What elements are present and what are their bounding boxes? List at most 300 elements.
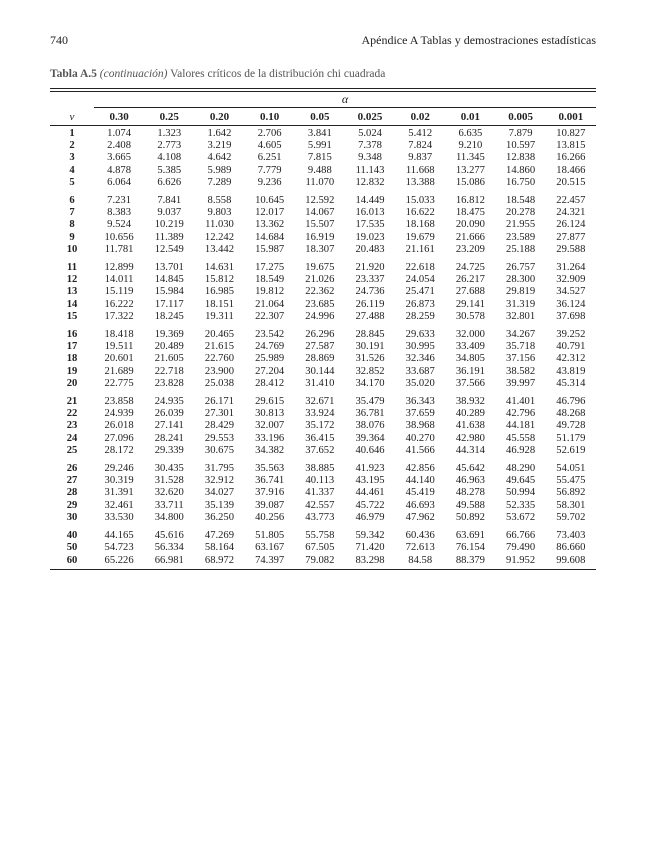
critical-value-cell: 13.701 (154, 262, 184, 274)
degrees-of-freedom-cell: 20 (66, 377, 78, 389)
critical-value-cell: 14.845 (154, 274, 184, 286)
critical-value-cell: 32.000 (455, 329, 485, 341)
critical-value-cell: 14.684 (255, 231, 285, 243)
critical-value-cell: 21.920 (355, 262, 385, 274)
critical-value-cell: 29.819 (506, 286, 536, 298)
critical-value-cell: 1.642 (207, 128, 232, 139)
critical-value-cell: 19.511 (104, 341, 134, 353)
critical-value-cell: 27.141 (154, 420, 184, 432)
critical-value-cell: 31.795 (204, 463, 235, 475)
critical-value-cell: 23.828 (154, 377, 184, 389)
critical-value-cell: 6.064 (107, 176, 132, 188)
critical-value-cell: 26.217 (455, 274, 485, 286)
table-row (50, 408, 596, 420)
table-row (50, 256, 596, 274)
critical-value-cell: 72.613 (405, 542, 435, 554)
critical-value-cell: 36.124 (556, 298, 586, 310)
critical-value-cell: 37.652 (305, 444, 335, 456)
critical-value-cell: 39.252 (556, 329, 586, 341)
critical-value-cell: 40.113 (305, 475, 335, 487)
critical-value-cell: 16.013 (355, 207, 385, 219)
critical-value-cell: 39.087 (255, 499, 285, 511)
critical-value-cell: 35.479 (355, 396, 385, 408)
critical-value-cell: 19.812 (255, 286, 285, 298)
critical-value-cell: 7.779 (257, 164, 282, 176)
table-row (50, 487, 596, 499)
critical-value-cell: 17.117 (154, 298, 184, 310)
critical-value-cell: 26.018 (104, 420, 134, 432)
critical-value-cell: 66.981 (154, 554, 184, 566)
critical-value-cell: 43.195 (355, 475, 385, 487)
critical-value-cell: 34.267 (506, 329, 536, 341)
table-row (50, 341, 596, 353)
degrees-of-freedom-cell: 18 (66, 353, 78, 365)
critical-value-cell: 31.264 (556, 262, 586, 274)
critical-value-cell: 20.489 (154, 341, 184, 353)
critical-value-cell: 19.679 (405, 231, 435, 243)
critical-value-cell: 19.369 (154, 329, 184, 341)
table-body (50, 126, 596, 567)
critical-value-cell: 7.815 (307, 152, 332, 164)
critical-value-cell: 43.819 (556, 365, 586, 377)
critical-value-cell: 3.841 (307, 128, 332, 139)
critical-value-cell: 24.321 (556, 207, 586, 219)
critical-value-cell: 56.334 (154, 542, 184, 554)
critical-value-cell: 15.984 (154, 286, 184, 298)
critical-value-cell: 34.027 (204, 487, 235, 499)
alpha-column-header: 0.20 (194, 108, 244, 126)
critical-value-cell: 59.342 (355, 530, 385, 542)
critical-value-cell: 38.076 (355, 420, 385, 432)
critical-value-cell: 19.023 (355, 231, 385, 243)
critical-value-cell: 21.955 (506, 219, 536, 231)
critical-value-cell: 30.319 (104, 475, 134, 487)
critical-value-cell: 55.758 (305, 530, 335, 542)
degrees-of-freedom-cell: 19 (66, 365, 78, 377)
critical-value-cell: 12.832 (355, 176, 385, 188)
alpha-column-header: 0.02 (395, 108, 445, 126)
table-row (50, 500, 596, 512)
critical-value-cell: 11.143 (355, 164, 385, 176)
critical-value-cell: 13.442 (204, 243, 235, 255)
critical-value-cell: 32.346 (405, 353, 435, 365)
critical-value-cell: 9.488 (307, 164, 332, 176)
critical-value-cell: 10.645 (255, 195, 285, 207)
critical-value-cell: 21.064 (255, 298, 285, 310)
critical-value-cell: 66.766 (506, 530, 536, 542)
critical-value-cell: 30.144 (305, 365, 335, 377)
critical-value-cell: 9.037 (157, 207, 182, 219)
alpha-column-header: 0.025 (345, 108, 395, 126)
critical-value-cell: 26.119 (355, 298, 385, 310)
critical-value-cell: 60.436 (405, 530, 435, 542)
critical-value-cell: 16.266 (556, 152, 586, 164)
degrees-of-freedom-cell: 16 (66, 329, 78, 341)
critical-value-cell: 40.256 (255, 511, 285, 523)
critical-value-cell: 63.167 (255, 542, 285, 554)
critical-value-cell: 74.397 (255, 554, 285, 566)
alpha-column-header: 0.001 (546, 108, 596, 126)
critical-value-cell: 41.337 (305, 487, 335, 499)
critical-value-cell: 40.791 (556, 341, 586, 353)
critical-value-cell: 11.389 (154, 231, 184, 243)
critical-value-cell: 12.242 (204, 231, 235, 243)
critical-value-cell: 13.815 (556, 140, 586, 152)
critical-value-cell: 30.675 (204, 444, 235, 456)
critical-value-cell: 7.231 (107, 195, 132, 207)
critical-value-cell: 12.017 (255, 207, 285, 219)
critical-value-cell: 42.980 (455, 432, 485, 444)
critical-value-cell: 24.996 (305, 310, 335, 322)
critical-value-cell: 6.626 (157, 176, 182, 188)
critical-value-cell: 11.070 (305, 176, 335, 188)
table-row (50, 140, 596, 152)
critical-value-cell: 45.419 (405, 487, 435, 499)
critical-value-cell: 88.379 (455, 554, 485, 566)
critical-value-cell: 31.526 (355, 353, 385, 365)
table-row (50, 366, 596, 378)
bottom-rule (50, 569, 596, 570)
critical-value-cell: 15.812 (204, 274, 235, 286)
critical-value-cell: 46.693 (405, 499, 435, 511)
critical-value-cell: 41.566 (405, 444, 435, 456)
critical-value-cell: 45.314 (556, 377, 586, 389)
critical-value-cell: 44.461 (355, 487, 385, 499)
degrees-of-freedom-cell: 8 (69, 219, 75, 231)
critical-value-cell: 34.527 (556, 286, 586, 298)
critical-value-cell: 13.277 (455, 164, 485, 176)
critical-value-cell: 14.631 (204, 262, 235, 274)
critical-value-cell: 32.461 (104, 499, 134, 511)
critical-value-cell: 44.165 (104, 530, 134, 542)
critical-value-cell: 9.348 (358, 152, 382, 164)
critical-value-cell: 23.209 (455, 243, 485, 255)
critical-value-cell: 49.728 (556, 420, 586, 432)
critical-value-cell: 28.259 (405, 310, 435, 322)
degrees-of-freedom-cell: 60 (66, 554, 78, 566)
critical-value-cell: 24.725 (455, 262, 485, 274)
critical-value-cell: 11.030 (205, 219, 234, 231)
column-header-row (50, 108, 596, 126)
critical-value-cell: 22.618 (405, 262, 435, 274)
critical-value-cell: 51.179 (556, 432, 586, 444)
critical-value-cell: 24.054 (405, 274, 435, 286)
critical-value-cell: 4.605 (257, 140, 282, 152)
critical-value-cell: 37.156 (506, 353, 536, 365)
critical-value-cell: 20.465 (204, 329, 235, 341)
critical-value-cell: 12.838 (506, 152, 536, 164)
critical-value-cell: 42.312 (556, 353, 586, 365)
critical-value-cell: 42.796 (506, 408, 536, 420)
table-row (50, 189, 596, 207)
table-row (50, 390, 596, 408)
critical-value-cell: 19.311 (205, 310, 234, 322)
critical-value-cell: 24.736 (355, 286, 385, 298)
table-row (50, 299, 596, 311)
critical-value-cell: 26.757 (506, 262, 536, 274)
critical-value-cell: 16.750 (506, 176, 536, 188)
critical-value-cell: 33.687 (405, 365, 435, 377)
critical-value-cell: 28.429 (204, 420, 235, 432)
critical-value-cell: 27.587 (305, 341, 335, 353)
critical-value-cell: 26.171 (204, 396, 235, 408)
critical-value-cell: 8.558 (207, 195, 232, 207)
critical-value-cell: 46.928 (506, 444, 536, 456)
critical-value-cell: 49.645 (506, 475, 536, 487)
degrees-of-freedom-cell: 1 (69, 128, 75, 139)
degrees-of-freedom-cell: 29 (66, 499, 78, 511)
degrees-of-freedom-cell: 11 (66, 262, 77, 274)
critical-value-cell: 47.962 (405, 511, 435, 523)
critical-value-cell: 58.301 (556, 499, 586, 511)
critical-value-cell: 36.415 (305, 432, 335, 444)
critical-value-cell: 32.007 (255, 420, 285, 432)
degrees-of-freedom-cell: 50 (66, 542, 78, 554)
degrees-of-freedom-cell: 5 (69, 176, 75, 188)
critical-value-cell: 29.588 (556, 243, 586, 255)
critical-value-cell: 43.773 (305, 511, 335, 523)
critical-value-cell: 33.530 (104, 511, 134, 523)
critical-value-cell: 26.296 (305, 329, 335, 341)
table-row (50, 555, 596, 567)
critical-value-cell: 7.841 (157, 195, 182, 207)
critical-value-cell: 28.869 (305, 353, 335, 365)
critical-value-cell: 11.781 (104, 243, 134, 255)
table-row (50, 323, 596, 341)
critical-value-cell: 6.635 (458, 128, 483, 139)
critical-value-cell: 29.246 (104, 463, 134, 475)
table-row (50, 542, 596, 554)
critical-value-cell: 4.642 (207, 152, 232, 164)
critical-value-cell: 63.691 (455, 530, 485, 542)
critical-value-cell: 79.082 (305, 554, 335, 566)
critical-value-cell: 7.378 (358, 140, 382, 152)
table-row (50, 445, 596, 457)
critical-value-cell: 16.919 (305, 231, 335, 243)
alpha-column-header: 0.25 (144, 108, 194, 126)
critical-value-cell: 40.289 (455, 408, 485, 420)
critical-value-cell: 32.671 (305, 396, 335, 408)
critical-value-cell: 38.968 (405, 420, 435, 432)
critical-value-cell: 14.449 (355, 195, 385, 207)
critical-value-cell: 7.824 (408, 140, 433, 152)
table-row (50, 219, 596, 231)
degrees-of-freedom-cell: 30 (66, 511, 78, 523)
critical-value-cell: 21.666 (455, 231, 485, 243)
critical-value-cell: 30.995 (405, 341, 435, 353)
critical-value-cell: 21.161 (405, 243, 435, 255)
critical-value-cell: 48.268 (556, 408, 586, 420)
degrees-of-freedom-cell: 15 (66, 310, 78, 322)
critical-value-cell: 53.672 (506, 511, 536, 523)
critical-value-cell: 21.689 (104, 365, 134, 377)
table-row (50, 433, 596, 445)
critical-value-cell: 15.987 (255, 243, 285, 255)
critical-value-cell: 41.638 (455, 420, 485, 432)
critical-value-cell: 33.196 (255, 432, 285, 444)
critical-value-cell: 28.172 (104, 444, 134, 456)
critical-value-cell: 45.616 (154, 530, 184, 542)
critical-value-cell: 29.615 (255, 396, 285, 408)
critical-value-cell: 28.241 (154, 432, 184, 444)
critical-value-cell: 27.301 (204, 408, 235, 420)
critical-value-cell: 7.879 (508, 128, 533, 139)
critical-value-cell: 33.711 (154, 499, 184, 511)
nu-header: v (50, 108, 94, 126)
degrees-of-freedom-cell: 25 (66, 444, 78, 456)
table-row (50, 378, 596, 390)
critical-value-cell: 35.563 (255, 463, 285, 475)
critical-value-cell: 18.418 (104, 329, 134, 341)
critical-value-cell: 30.813 (255, 408, 285, 420)
critical-value-cell: 45.642 (455, 463, 485, 475)
critical-value-cell: 16.812 (455, 195, 485, 207)
critical-value-cell: 17.535 (355, 219, 385, 231)
critical-value-cell: 28.412 (255, 377, 285, 389)
table-row (50, 126, 596, 141)
critical-value-cell: 5.989 (207, 164, 232, 176)
critical-value-cell: 42.557 (305, 499, 335, 511)
critical-value-cell: 17.275 (255, 262, 285, 274)
critical-value-cell: 14.860 (506, 164, 536, 176)
degrees-of-freedom-cell: 21 (66, 396, 78, 408)
critical-value-cell: 83.298 (355, 554, 385, 566)
critical-value-cell: 8.383 (107, 207, 132, 219)
critical-value-cell: 31.319 (506, 298, 536, 310)
caption-title: Valores críticos de la distribución chi cuadrada (170, 68, 386, 80)
critical-value-cell: 5.385 (157, 164, 182, 176)
critical-value-cell: 13.362 (255, 219, 285, 231)
critical-value-cell: 37.659 (405, 408, 435, 420)
critical-value-cell: 9.524 (107, 219, 132, 231)
critical-value-cell: 13.388 (405, 176, 435, 188)
critical-value-cell: 41.401 (506, 396, 536, 408)
degrees-of-freedom-cell: 7 (69, 207, 75, 219)
critical-value-cell: 20.278 (506, 207, 536, 219)
critical-value-cell: 34.382 (255, 444, 285, 456)
critical-value-cell: 26.124 (556, 219, 586, 231)
critical-value-cell: 32.801 (506, 310, 536, 322)
critical-value-cell: 18.548 (506, 195, 536, 207)
critical-value-cell: 4.878 (107, 164, 132, 176)
critical-value-cell: 25.038 (204, 377, 235, 389)
critical-value-cell: 58.164 (204, 542, 235, 554)
critical-value-cell: 51.805 (255, 530, 285, 542)
critical-value-cell: 20.601 (104, 353, 134, 365)
critical-value-cell: 22.718 (154, 365, 184, 377)
critical-value-cell: 24.939 (104, 408, 134, 420)
critical-value-cell: 20.483 (355, 243, 385, 255)
critical-value-cell: 37.566 (455, 377, 485, 389)
critical-value-cell: 6.251 (257, 152, 282, 164)
critical-value-cell: 15.033 (405, 195, 435, 207)
critical-value-cell: 65.226 (104, 554, 134, 566)
degrees-of-freedom-cell: 14 (66, 298, 78, 310)
critical-value-cell: 14.067 (305, 207, 335, 219)
critical-value-cell: 36.250 (204, 511, 235, 523)
critical-value-cell: 27.204 (255, 365, 285, 377)
caption-continuation: (continuación) (99, 68, 168, 80)
critical-value-cell: 37.698 (556, 310, 586, 322)
critical-value-cell: 29.553 (204, 432, 235, 444)
table-row (50, 274, 596, 286)
degrees-of-freedom-cell: 10 (66, 243, 78, 255)
critical-value-cell: 18.307 (305, 243, 335, 255)
critical-value-cell: 25.989 (255, 353, 285, 365)
critical-value-cell: 46.963 (455, 475, 485, 487)
critical-value-cell: 55.475 (556, 475, 586, 487)
critical-value-cell: 46.979 (355, 511, 385, 523)
critical-value-cell: 2.773 (157, 140, 182, 152)
critical-value-cell: 26.873 (405, 298, 435, 310)
critical-value-cell: 54.051 (556, 463, 586, 475)
critical-value-cell: 44.181 (506, 420, 536, 432)
critical-value-cell: 23.337 (355, 274, 385, 286)
caption-label: Tabla A.5 (50, 68, 97, 80)
critical-value-cell: 20.090 (455, 219, 485, 231)
critical-value-cell: 16.222 (104, 298, 134, 310)
critical-value-cell: 33.924 (305, 408, 335, 420)
critical-value-cell: 12.592 (305, 195, 335, 207)
critical-value-cell: 9.236 (257, 176, 282, 188)
critical-value-cell: 15.119 (104, 286, 134, 298)
critical-value-cell: 11.668 (405, 164, 435, 176)
table-row (50, 311, 596, 323)
critical-value-cell: 14.011 (104, 274, 134, 286)
critical-value-cell: 27.488 (355, 310, 385, 322)
critical-value-cell: 79.490 (506, 542, 536, 554)
critical-value-cell: 12.549 (154, 243, 184, 255)
critical-value-cell: 1.323 (157, 128, 182, 139)
critical-value-cell: 26.039 (154, 408, 184, 420)
critical-value-cell: 36.781 (355, 408, 385, 420)
critical-value-cell: 38.932 (455, 396, 485, 408)
critical-value-cell: 50.892 (455, 511, 485, 523)
critical-value-cell: 38.885 (305, 463, 335, 475)
critical-value-cell: 34.805 (455, 353, 485, 365)
critical-value-cell: 40.646 (355, 444, 385, 456)
critical-value-cell: 23.900 (204, 365, 235, 377)
critical-value-cell: 30.578 (455, 310, 485, 322)
critical-value-cell: 11.345 (456, 152, 485, 164)
degrees-of-freedom-cell: 6 (69, 195, 75, 207)
degrees-of-freedom-cell: 2 (69, 140, 75, 152)
critical-value-cell: 35.139 (204, 499, 235, 511)
alpha-header: α (341, 92, 349, 106)
critical-value-cell: 49.588 (455, 499, 485, 511)
critical-value-cell: 91.952 (506, 554, 536, 566)
critical-value-cell: 36.741 (255, 475, 285, 487)
table-row (50, 207, 596, 219)
table-row (50, 244, 596, 256)
critical-value-cell: 2.408 (107, 140, 132, 152)
critical-value-cell: 39.364 (355, 432, 385, 444)
critical-value-cell: 23.858 (104, 396, 134, 408)
table-row (50, 475, 596, 487)
critical-value-cell: 34.800 (154, 511, 184, 523)
alpha-column-header: 0.05 (295, 108, 345, 126)
degrees-of-freedom-cell: 13 (66, 286, 78, 298)
table-row (50, 165, 596, 177)
degrees-of-freedom-cell: 12 (66, 274, 78, 286)
critical-value-cell: 68.972 (204, 554, 235, 566)
critical-value-cell: 31.410 (305, 377, 335, 389)
degrees-of-freedom-cell: 23 (66, 420, 78, 432)
critical-value-cell: 9.803 (207, 207, 232, 219)
degrees-of-freedom-cell: 27 (66, 475, 78, 487)
critical-value-cell: 40.270 (405, 432, 435, 444)
critical-value-cell: 35.172 (305, 420, 335, 432)
